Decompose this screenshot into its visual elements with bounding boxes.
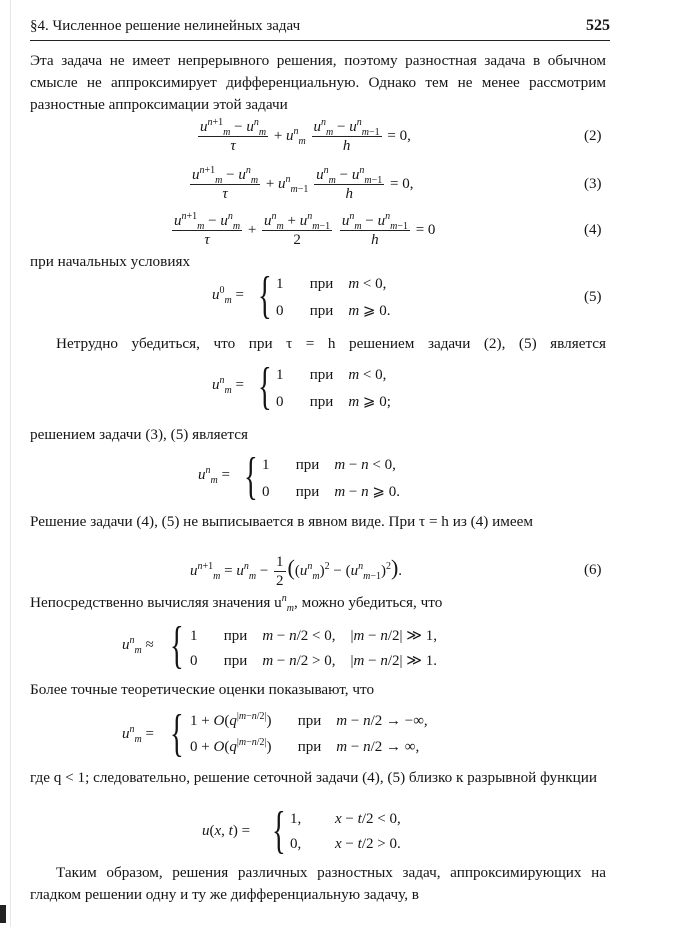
- equation-3-number: (3): [584, 176, 602, 192]
- page-edge-shadow: [10, 0, 11, 927]
- estimate-case-2: $0 + O(q^{|m-n/2|})$ при m − n/2 → ∞,: [190, 737, 420, 755]
- approximation-case-2: 0 при m − n/2 > 0, |m − n/2| ≫ 1.: [190, 653, 437, 669]
- solution-3-5-lhs: $u^n_m$ =: [198, 465, 230, 486]
- paragraph-solution-2-5: Нетрудно убедиться, что при τ = h решением задачи (2), (5) является: [56, 335, 606, 352]
- solution-2-5-lhs: $u^n_m$ =: [212, 375, 244, 396]
- solution-3-5-brace: {: [244, 448, 258, 505]
- equation-5-number: (5): [584, 289, 602, 305]
- paragraph-theoretical-estimates: Более точные теоретические оценки показывают, что: [30, 681, 375, 698]
- scan-mark: [0, 905, 6, 923]
- equation-6: $u^{n+1}_m = u^n_m$ − $\frac{1}{2}$ $((u^n_m)^2 - (u^n_{m-1})^2)$.: [190, 554, 403, 589]
- approximation-lhs: $u^n_m$ ≈: [122, 635, 154, 656]
- solution-3-5-case-2: 0 при m − n ⩾ 0.: [262, 484, 400, 500]
- approximation-case-1: 1 при m − n/2 < 0, |m − n/2| ≫ 1,: [190, 628, 437, 644]
- paragraph-intro: Эта задача не имеет непрерывного решения, поэтому разностная задача в обычном смысле не аппроксимирует дифференциальную. Однако тем не менее рассмотрим разностные аппроксимации этой задачи: [30, 52, 606, 113]
- paragraph-solution-4-5: Решение задачи (4), (5) не выписывается в явном виде. При τ = h из (4) имеем: [30, 513, 533, 530]
- discontinuous-function-case-2: 0, x − t/2 > 0.: [290, 836, 401, 852]
- discontinuous-function-case-1: 1, x − t/2 < 0,: [290, 811, 401, 827]
- equation-2: $\frac{u^{n+1}_m - u^n_m}{\tau}$ + $u^n_m$ $\frac{u^n_m - u^n_{m-1}}{h}$ = 0,: [200, 117, 411, 154]
- solution-2-5-case-2: 0 при m ⩾ 0;: [276, 394, 391, 410]
- running-header: [30, 18, 610, 38]
- paragraph-conclusion: Таким образом, решения различных разностных задач, аппроксимирующих на гладком решении одну и ту же дифференциальную задачу, в: [30, 864, 606, 903]
- equation-4-number: (4): [584, 222, 602, 238]
- paragraph-direct-computation: Непосредственно вычисляя значения $u^n_m$, можно убедиться, что: [30, 592, 443, 615]
- solution-3-5-case-1: 1 при m − n < 0,: [262, 457, 396, 473]
- estimate-lhs: $u^n_m$ =: [122, 724, 154, 745]
- solution-2-5-brace: {: [258, 358, 272, 415]
- page-number: 525: [586, 17, 610, 34]
- direct-computation-tail: , можно убедиться, что: [294, 594, 443, 611]
- approximation-brace: {: [170, 617, 184, 674]
- equation-5-lhs: $u^0_m$ =: [212, 285, 244, 306]
- equation-5-case-1: 1 при m < 0,: [276, 276, 387, 292]
- section-title: §4. Численное решение нелинейных задач: [30, 18, 301, 34]
- paragraph-solution-3-5: решением задачи (3), (5) является: [30, 426, 248, 443]
- paragraph-initial-conditions: при начальных условиях: [30, 253, 191, 270]
- equation-5-brace: {: [258, 267, 272, 324]
- equation-6-number: (6): [584, 562, 602, 578]
- equation-3: $\frac{u^{n+1}_m - u^n_m}{\tau}$ + $u^n_{m-1}$ $\frac{u^n_m - u^n_{m-1}}{h}$ = 0,: [192, 165, 414, 202]
- estimate-case-1: $1 + O(q^{|m-n/2|})$ при m − n/2 → −∞,: [190, 711, 428, 729]
- equation-5-case-2: 0 при m ⩾ 0.: [276, 303, 391, 319]
- solution-2-5-case-1: 1 при m < 0,: [276, 367, 387, 383]
- discontinuous-function-brace: {: [272, 802, 286, 859]
- discontinuous-function-lhs: u(x, t) =: [202, 823, 251, 839]
- equation-4: $\frac{u^{n+1}_m - u^n_m}{\tau}$ + $\frac{u^n_m + u^n_{m-1}}{2}$ $\frac{u^n_m - u^n_{m-1}}{h}$ = 0: [174, 211, 436, 248]
- paragraph-discontinuous-function: где q < 1; следовательно, решение сеточной задачи (4), (5) близко к разрывной функции: [30, 769, 598, 786]
- header-rule: [30, 40, 610, 41]
- estimate-brace: {: [170, 705, 184, 762]
- direct-computation-text: Непосредственно вычисляя значения u: [30, 594, 282, 611]
- equation-2-number: (2): [584, 128, 602, 144]
